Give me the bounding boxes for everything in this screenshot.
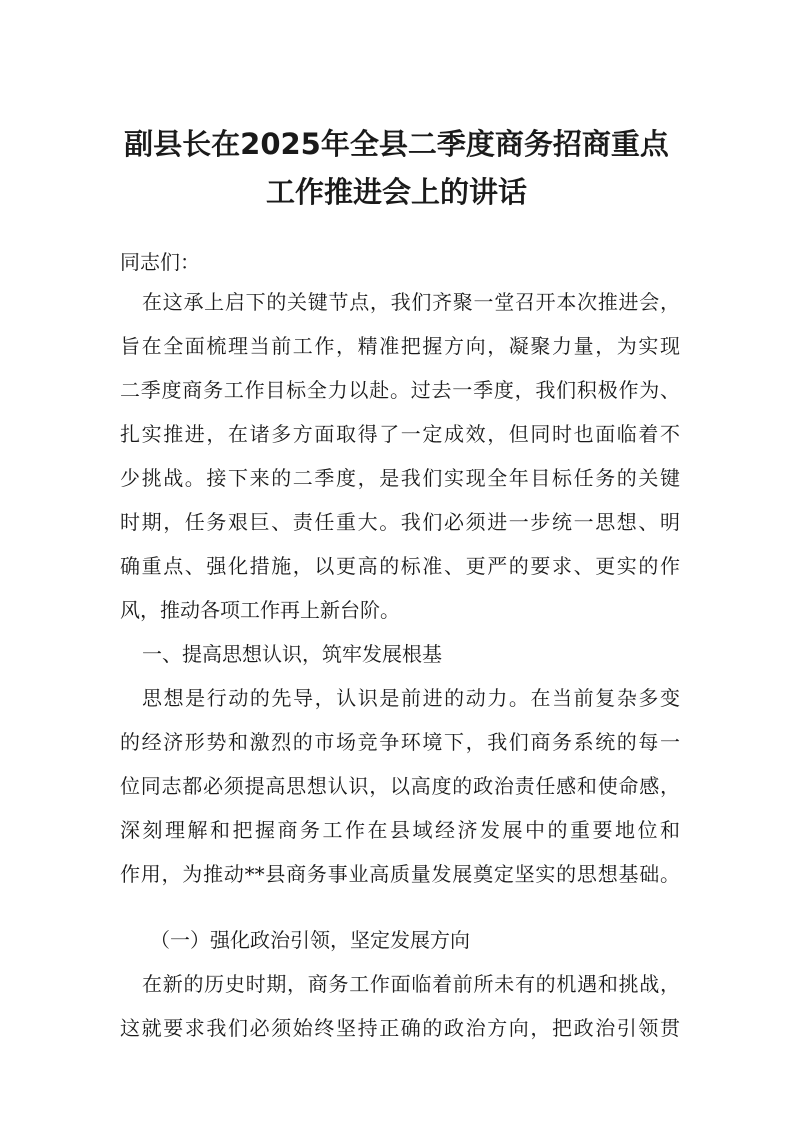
paragraph-line: 作用，为推动**县商务事业高质量发展奠定坚实的思想基础。 bbox=[120, 862, 680, 886]
paragraph-line: 位同志都必须提高思想认识，以高度的政治责任感和使命感， bbox=[120, 774, 680, 798]
document-title-line-2: 工作推进会上的讲话 bbox=[265, 175, 527, 209]
paragraph-line: 二季度商务工作目标全力以赴。过去一季度，我们积极作为、 bbox=[120, 378, 680, 402]
paragraph-line: 在新的历史时期，商务工作面临着前所未有的机遇和挑战， bbox=[142, 972, 680, 996]
paragraph-line: 时期，任务艰巨、责任重大。我们必须进一步统一思想、明 bbox=[120, 510, 680, 534]
paragraph-line: 这就要求我们必须始终坚持正确的政治方向，把政治引领贯 bbox=[120, 1016, 680, 1040]
document-title-line-1: 副县长在2025年全县二季度商务招商重点 bbox=[124, 127, 669, 161]
subsection-heading: （一）强化政治引领，坚定发展方向 bbox=[150, 928, 470, 952]
paragraph-line: 风，推动各项工作再上新台阶。 bbox=[120, 598, 400, 622]
paragraph-line: 思想是行动的先导，认识是前进的动力。在当前复杂多变 bbox=[142, 686, 680, 710]
paragraph-line: 扎实推进，在诸多方面取得了一定成效，但同时也面临着不 bbox=[120, 422, 680, 446]
paragraph-line: 的经济形势和激烈的市场竞争环境下，我们商务系统的每一 bbox=[120, 730, 680, 754]
paragraph-line: 少挑战。接下来的二季度，是我们实现全年目标任务的关键 bbox=[120, 466, 680, 490]
paragraph-line: 深刻理解和把握商务工作在县域经济发展中的重要地位和 bbox=[120, 818, 680, 842]
paragraph-line: 在这承上启下的关键节点，我们齐聚一堂召开本次推进会， bbox=[142, 290, 680, 314]
paragraph-line: 旨在全面梳理当前工作，精准把握方向，凝聚力量，为实现 bbox=[120, 334, 680, 358]
paragraph-line: 确重点、强化措施，以更高的标准、更严的要求、更实的作 bbox=[120, 554, 680, 578]
salutation: 同志们： bbox=[120, 250, 200, 274]
section-heading: 一、提高思想认识，筑牢发展根基 bbox=[142, 642, 442, 666]
